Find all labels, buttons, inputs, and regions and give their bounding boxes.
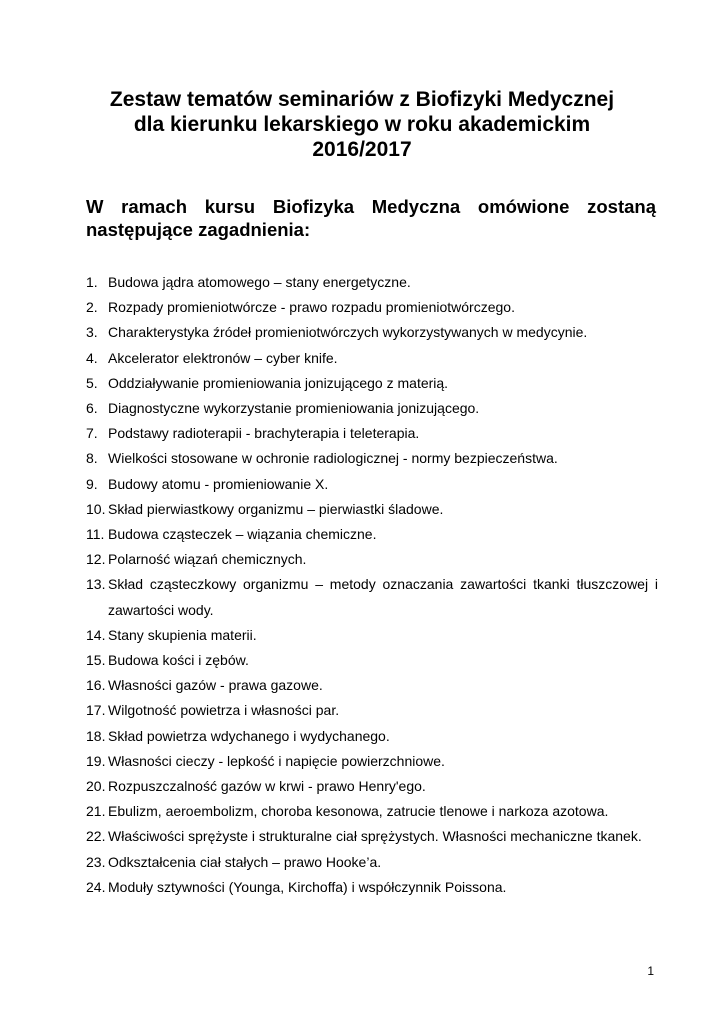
topic-text: Skład cząsteczkowy organizmu – metody oznaczania zawartości tkanki tłuszczowej i zawartości wody. — [108, 576, 658, 618]
topic-text: Podstawy radioterapii - brachyterapia i teleterapia. — [108, 425, 420, 442]
topic-number: 23. — [86, 853, 106, 870]
topic-item — [86, 749, 658, 774]
topic-item — [86, 320, 658, 345]
topic-item — [86, 497, 658, 522]
topic-item — [86, 774, 658, 799]
topic-text: Polarność wiązań chemicznych. — [108, 551, 307, 568]
topic-item — [86, 673, 658, 698]
topic-item — [86, 421, 658, 446]
topic-number: 18. — [86, 727, 106, 744]
topic-text: Diagnostyczne wykorzystanie promieniowania jonizującego. — [108, 400, 480, 417]
topic-number: 7. — [86, 425, 98, 442]
topic-text: Stany skupienia materii. — [108, 626, 257, 643]
topic-number: 17. — [86, 702, 106, 719]
topic-item — [86, 547, 658, 572]
title-line-2: dla kierunku lekarskiego w roku akademickim — [133, 113, 591, 136]
topic-item — [86, 799, 658, 824]
topic-item — [86, 572, 658, 622]
topic-text: Rozpuszczalność gazów w krwi - prawo Henry'ego. — [108, 778, 426, 795]
title-line-3: 2016/2017 — [312, 138, 412, 161]
topic-text: Budowa kości i zębów. — [108, 652, 249, 669]
topic-item — [86, 522, 658, 547]
topic-item — [86, 346, 658, 371]
topic-text: Ebulizm, aeroembolizm, choroba kesonowa, zatrucie tlenowe i narkoza azotowa. — [108, 803, 609, 820]
topic-text: Akcelerator elektronów – cyber knife. — [108, 349, 338, 366]
topic-number: 4. — [86, 349, 98, 366]
topic-number: 9. — [86, 475, 98, 492]
topic-text: Oddziaływanie promieniowania jonizującego z materią. — [108, 374, 449, 391]
topic-item — [86, 698, 658, 723]
topic-item — [86, 472, 658, 497]
topic-number: 24. — [86, 878, 106, 895]
topic-number: 1. — [86, 274, 98, 290]
topic-number: 10. — [86, 500, 106, 517]
topic-text: Skład pierwiastkowy organizmu – pierwiastki śladowe. — [108, 500, 444, 517]
page-number: 1 — [647, 964, 654, 978]
topic-list — [86, 270, 658, 900]
topic-item — [86, 623, 658, 648]
topic-text: Budowa cząsteczek – wiązania chemiczne. — [108, 526, 377, 543]
topic-item — [86, 270, 658, 295]
topic-number: 22. — [86, 828, 106, 845]
topic-number: 11. — [86, 526, 105, 543]
intro-heading: W ramach kursu Biofizyka Medyczna omówione zostaną następujące zagadnienia: — [86, 196, 656, 240]
topic-text: Budowy atomu - promieniowanie X. — [108, 475, 329, 492]
topic-item — [86, 396, 658, 421]
topic-number: 5. — [86, 374, 98, 391]
title-line-1: Zestaw tematów seminariów z Biofizyki Medycznej — [109, 88, 615, 111]
topic-number: 12. — [86, 551, 106, 568]
topic-number: 6. — [86, 400, 98, 417]
page-title — [60, 87, 664, 162]
topic-number: 20. — [86, 778, 106, 795]
topic-item — [86, 875, 658, 900]
topic-text: Wilgotność powietrza i własności par. — [108, 702, 340, 719]
topic-item — [86, 295, 658, 320]
topic-text: Własności cieczy - lepkość i napięcie powierzchniowe. — [108, 752, 445, 769]
topic-number: 14. — [86, 626, 106, 643]
topic-number: 3. — [86, 324, 98, 341]
topic-number: 2. — [86, 299, 98, 316]
topic-number: 8. — [86, 450, 98, 467]
topic-item — [86, 648, 658, 673]
topic-number: 15. — [86, 652, 106, 669]
topic-text: Budowa jądra atomowego – stany energetyczne. — [108, 274, 411, 290]
topic-item — [86, 371, 658, 396]
topic-text: Moduły sztywności (Younga, Kirchoffa) i współczynnik Poissona. — [108, 878, 507, 895]
topic-text: Skład powietrza wdychanego i wydychanego. — [108, 727, 390, 744]
topic-item — [86, 724, 658, 749]
topic-text: Własności gazów - prawa gazowe. — [108, 677, 323, 694]
topic-number: 16. — [86, 677, 106, 694]
topic-item — [86, 850, 658, 875]
topic-number: 13. — [86, 576, 106, 593]
topic-text: Odkształcenia ciał stałych – prawo Hooke’a. — [108, 853, 382, 870]
topic-text: Rozpady promieniotwórcze - prawo rozpadu promieniotwórczego. — [108, 299, 515, 316]
topic-text: Charakterystyka źródeł promieniotwórczych wykorzystywanych w medycynie. — [108, 324, 588, 341]
topic-text: Właściwości sprężyste i strukturalne ciał sprężystych. Własności mechaniczne tkanek. — [108, 828, 642, 845]
topic-item — [86, 824, 658, 849]
topic-number: 19. — [86, 752, 106, 769]
topic-item — [86, 446, 658, 471]
topic-number: 21. — [86, 803, 106, 820]
topic-text: Wielkości stosowane w ochronie radiologicznej - normy bezpieczeństwa. — [108, 450, 558, 467]
